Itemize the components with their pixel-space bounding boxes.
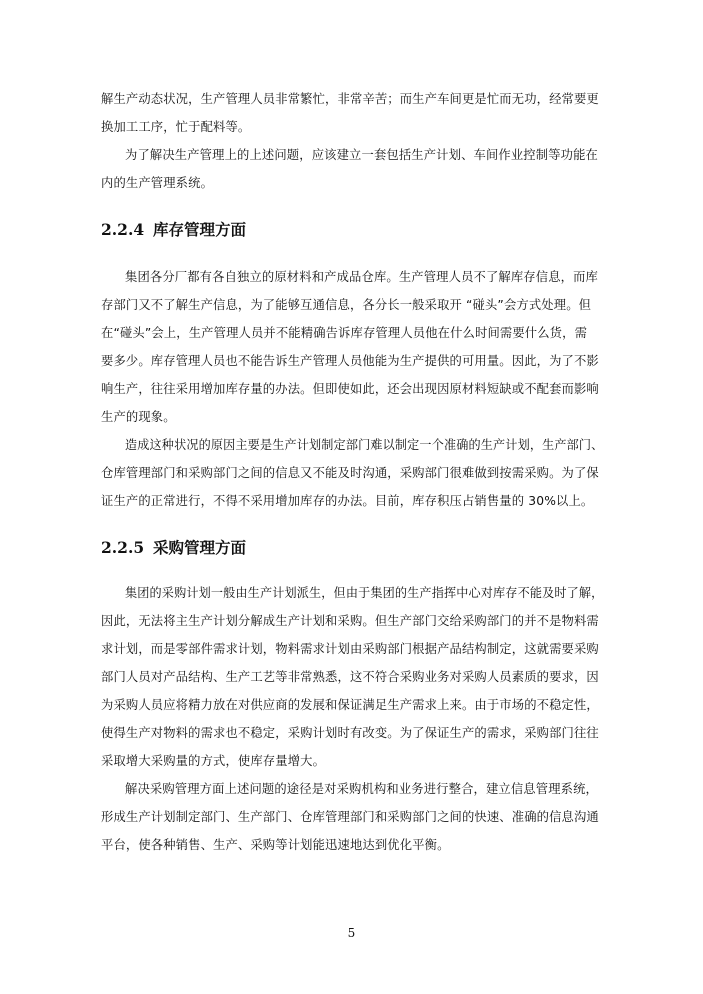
paragraph-line: 生产的现象。 (101, 410, 176, 424)
paragraph-line: 集团各分厂都有各自独立的原材料和产成品仓库。生产管理人员不了解库存信息，而库 (125, 270, 598, 284)
section-heading-2-2-4 (101, 220, 246, 240)
paragraph-line: 集团的采购计划一般由生产计划派生，但由于集团的生产指挥中心对库存不能及时了解， (125, 586, 604, 600)
section-heading-2-2-5 (101, 538, 246, 558)
paragraph-line: 部门人员对产品结构、生产工艺等非常熟悉，这不符合采购业务对采购人员素质的要求，因 (101, 670, 599, 684)
paragraph-line: 使得生产对物料的需求也不稳定，采购计划时有改变。为了保证生产的需求，采购部门往往 (101, 726, 599, 740)
paragraph-line: 换加工工序，忙于配料等。 (101, 120, 251, 134)
paragraph-line: 因此，无法将主生产计划分解成生产计划和采购。但生产部门交给采购部门的并不是物料需 (101, 614, 599, 628)
paragraph-line: 内的生产管理系统。 (101, 176, 214, 190)
section-number: 2.2.5 (101, 538, 145, 557)
paragraph-line: 存部门又不了解生产信息，为了能够互通信息，各分长一般采取开 “碰头”会方式处理。但 (101, 298, 592, 312)
section-title: 库存管理方面 (153, 221, 247, 239)
paragraph-line: 响生产，往往采用增加库存量的办法。但即使如此，还会出现因原材料短缺或不配套而影响 (101, 382, 599, 396)
paragraph-line: 为采购人员应将精力放在对供应商的发展和保证满足生产需求上来。由于市场的不稳定性， (101, 698, 599, 712)
paragraph-line: 仓库管理部门和采购部门之间的信息又不能及时沟通，采购部门很难做到按需采购。为了保 (101, 466, 599, 480)
paragraph-line: 要多少。库存管理人员也不能告诉生产管理人员他能为生产提供的可用量。因此，为了不影 (101, 354, 599, 368)
paragraph-line: 为了解决生产管理上的上述问题，应该建立一套包括生产计划、车间作业控制等功能在 (125, 148, 598, 162)
paragraph-line: 解生产动态状况，生产管理人员非常繁忙，非常辛苦；而生产车间更是忙而无功，经常要更 (101, 92, 599, 106)
paragraph-line: 在“碰头”会上，生产管理人员并不能精确告诉库存管理人员他在什么时间需要什么货，需 (101, 326, 588, 340)
section-title: 采购管理方面 (153, 539, 247, 557)
page-number: 5 (347, 926, 356, 940)
paragraph-line: 解决采购管理方面上述问题的途径是对采购机构和业务进行整合，建立信息管理系统， (125, 782, 598, 796)
paragraph-line: 形成生产计划制定部门、生产部门、仓库管理部门和采购部门之间的快速、准确的信息沟通 (101, 810, 599, 824)
paragraph-line: 证生产的正常进行，不得不采用增加库存的办法。目前，库存积压占销售量的 30%以上。 (101, 494, 594, 508)
paragraph-line: 求计划，而是零部件需求计划，物料需求计划由采购部门根据产品结构制定，这就需要采购 (101, 642, 599, 656)
section-number: 2.2.4 (101, 220, 145, 239)
paragraph-line: 采取增大采购量的方式，使库存量增大。 (101, 754, 326, 768)
paragraph-line: 造成这种状况的原因主要是生产计划制定部门难以制定一个准确的生产计划，生产部门、 (125, 438, 604, 452)
paragraph-line: 平台，使各种销售、生产、采购等计划能迅速地达到优化平衡。 (101, 838, 450, 852)
